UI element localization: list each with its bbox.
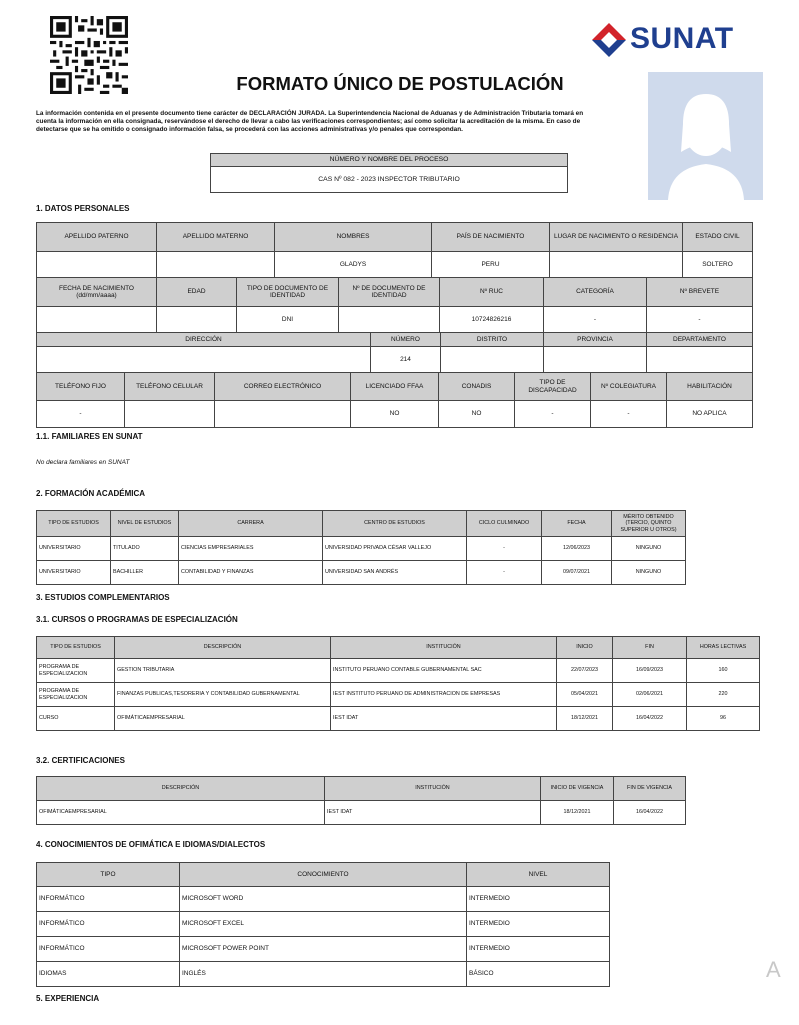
value-telefono-fijo: - (37, 401, 125, 428)
value-provincia (544, 347, 647, 373)
value-ruc: 10724826216 (440, 307, 544, 333)
academic-cell: BACHILLER (111, 561, 179, 585)
value-fecha-nacimiento (37, 307, 157, 333)
header-lugar-nacimiento: LUGAR DE NACIMIENTO O RESIDENCIA (550, 223, 683, 252)
certifications-cell: 18/12/2021 (541, 801, 614, 825)
knowledge-cell: INTERMEDIO (467, 887, 610, 912)
table-row (37, 937, 610, 962)
header-tipo-documento: TIPO DE DOCUMENTO DE IDENTIDAD (237, 278, 339, 307)
value-nombres: GLADYS (275, 252, 432, 278)
courses-header: INSTITUCIÓN (331, 637, 557, 659)
academic-cell: TITULADO (111, 537, 179, 561)
value-edad (157, 307, 237, 333)
courses-cell: 22/07/2023 (557, 659, 613, 683)
header-direccion: DIRECCIÓN (37, 333, 371, 347)
value-lugar-nacimiento (550, 252, 683, 278)
avatar-silhouette-icon (648, 72, 763, 200)
value-apellido-materno (157, 252, 275, 278)
table-row (37, 887, 610, 912)
certifications-header: INICIO DE VIGENCIA (541, 777, 614, 801)
table-row (37, 683, 760, 707)
table-row (37, 801, 686, 825)
courses-cell: 160 (687, 659, 760, 683)
academic-cell: UNIVERSIDAD PRIVADA CÉSAR VALLEJO (323, 537, 467, 561)
certifications-header: INSTITUCIÓN (325, 777, 541, 801)
courses-table (36, 636, 760, 731)
academic-cell: 12/06/2023 (542, 537, 612, 561)
academic-header: CARRERA (179, 511, 323, 537)
header-numero: NÚMERO (371, 333, 441, 347)
header-nombres: NOMBRES (275, 223, 432, 252)
courses-cell: 05/04/2021 (557, 683, 613, 707)
academic-header: TIPO DE ESTUDIOS (37, 511, 111, 537)
courses-header: HORAS LECTIVAS (687, 637, 760, 659)
personal-data-table (36, 222, 753, 278)
header-distrito: DISTRITO (441, 333, 544, 347)
table-row (37, 912, 610, 937)
academic-cell: - (467, 561, 542, 585)
header-brevete: Nº BREVETE (647, 278, 753, 307)
section-complementary-heading: 3. ESTUDIOS COMPLEMENTARIOS (36, 593, 170, 602)
value-direccion (37, 347, 371, 373)
scroll-letter-hint: A (766, 957, 781, 982)
courses-cell: OFIMÁTICAEMPRESARIAL (115, 707, 331, 731)
value-estado-civil: SOLTERO (683, 252, 753, 278)
academic-cell: NINGUNO (612, 537, 686, 561)
academic-cell: UNIVERSITARIO (37, 537, 111, 561)
knowledge-cell: INFORMÁTICO (37, 912, 180, 937)
value-pais-nacimiento: PERU (432, 252, 550, 278)
header-departamento: DEPARTAMENTO (647, 333, 753, 347)
knowledge-cell: INGLÉS (180, 962, 467, 987)
academic-cell: CIENCIAS EMPRESARIALES (179, 537, 323, 561)
table-row (37, 561, 686, 585)
certifications-header: DESCRIPCIÓN (37, 777, 325, 801)
table-row (37, 707, 760, 731)
value-habilitacion: NO APLICA (667, 401, 753, 428)
header-correo: CORREO ELECTRÓNICO (215, 373, 351, 401)
certifications-table (36, 776, 686, 825)
header-categoria: CATEGORÍA (544, 278, 647, 307)
courses-cell: FINANZAS PUBLICAS,TESORERIA Y CONTABILIDAD GUBERNAMENTAL (115, 683, 331, 707)
courses-cell: 220 (687, 683, 760, 707)
academic-header: FECHA (542, 511, 612, 537)
header-provincia: PROVINCIA (544, 333, 647, 347)
value-conadis: NO (439, 401, 515, 428)
table-row (37, 537, 686, 561)
academic-table (36, 510, 686, 585)
value-distrito (441, 347, 544, 373)
process-label: NÚMERO Y NOMBRE DEL PROCESO (211, 154, 568, 167)
certifications-cell: 16/04/2022 (614, 801, 686, 825)
section-personal-data-heading: 1. DATOS PERSONALES (36, 204, 130, 213)
courses-cell: 96 (687, 707, 760, 731)
value-telefono-celular (125, 401, 215, 428)
knowledge-cell: IDIOMAS (37, 962, 180, 987)
courses-cell: INSTITUTO PERUANO CONTABLE GUBERNAMENTAL SAC (331, 659, 557, 683)
certifications-cell: IEST IDAT (325, 801, 541, 825)
header-telefono-celular: TELÉFONO CELULAR (125, 373, 215, 401)
qr-code (50, 16, 128, 94)
knowledge-header: CONOCIMIENTO (180, 863, 467, 887)
academic-cell: NINGUNO (612, 561, 686, 585)
applicant-photo (648, 72, 763, 200)
academic-header: CICLO CULMINADO (467, 511, 542, 537)
process-value: CAS Nº 082 - 2023 INSPECTOR TRIBUTARIO (211, 167, 568, 193)
value-tipo-discapacidad: - (515, 401, 591, 428)
section-experience-heading: 5. EXPERIENCIA (36, 994, 100, 1003)
header-apellido-paterno: APELLIDO PATERNO (37, 223, 157, 252)
academic-cell: - (467, 537, 542, 561)
knowledge-cell: INFORMÁTICO (37, 887, 180, 912)
header-numero-documento: Nº DE DOCUMENTO DE IDENTIDAD (339, 278, 440, 307)
certifications-cell: OFIMÁTICAEMPRESARIAL (37, 801, 325, 825)
knowledge-cell: MICROSOFT WORD (180, 887, 467, 912)
header-edad: EDAD (157, 278, 237, 307)
header-conadis: CONADIS (439, 373, 515, 401)
header-estado-civil: ESTADO CIVIL (683, 223, 753, 252)
academic-cell: CONTABILIDAD Y FINANZAS (179, 561, 323, 585)
courses-header: TIPO DE ESTUDIOS (37, 637, 115, 659)
table-row (37, 962, 610, 987)
value-departamento (647, 347, 753, 373)
section-certifications-heading: 3.2. CERTIFICACIONES (36, 756, 125, 765)
knowledge-cell: INTERMEDIO (467, 912, 610, 937)
section-academic-heading: 2. FORMACIÓN ACADÉMICA (36, 489, 146, 498)
value-colegiatura: - (591, 401, 667, 428)
personal-data-table-2 (36, 277, 753, 333)
header-habilitacion: HABILITACIÓN (667, 373, 753, 401)
sworn-statement-disclaimer: La información contenida en el presente documento tiene carácter de DECLARACIÓN JURADA. La Superintendencia Nacional de Aduanas y de Administración Tributaria tomará en cuenta la información en ella consignada, reservándose el derecho de llevar a cabo las verificaciones correspondientes; así como solicitar la acreditación de la misma. En caso de detectarse que se ha omitido o consignado información falsa, se procederá con las acciones administrativas y/o penales que correspondan. (36, 110, 584, 134)
knowledge-cell: MICROSOFT POWER POINT (180, 937, 467, 962)
sunat-logo-icon (590, 21, 628, 59)
courses-cell: IEST INSTITUTO PERUANO DE ADMINISTRACION DE EMPRESAS (331, 683, 557, 707)
page-title: FORMATO ÚNICO DE POSTULACIÓN (236, 73, 564, 94)
sunat-logo (590, 18, 760, 62)
knowledge-header: TIPO (37, 863, 180, 887)
header-apellido-materno: APELLIDO MATERNO (157, 223, 275, 252)
courses-cell: CURSO (37, 707, 115, 731)
value-brevete: - (647, 307, 753, 333)
header-licenciado-ffaa: LICENCIADO FFAA (351, 373, 439, 401)
qr-code-graphic (50, 16, 128, 94)
value-tipo-documento: DNI (237, 307, 339, 333)
value-numero: 214 (371, 347, 441, 373)
value-apellido-paterno (37, 252, 157, 278)
address-table (36, 332, 753, 373)
courses-header: DESCRIPCIÓN (115, 637, 331, 659)
header-fecha-nacimiento: FECHA DE NACIMIENTO (dd/mm/aaaa) (37, 278, 157, 307)
header-colegiatura: Nº COLEGIATURA (591, 373, 667, 401)
header-tipo-discapacidad: TIPO DE DISCAPACIDAD (515, 373, 591, 401)
knowledge-header: NIVEL (467, 863, 610, 887)
academic-header: MÉRITO OBTENIDO (TERCIO, QUINTO SUPERIOR U OTROS) (612, 511, 686, 537)
courses-cell: IEST IDAT (331, 707, 557, 731)
value-licenciado-ffaa: NO (351, 401, 439, 428)
header-telefono-fijo: TELÉFONO FIJO (37, 373, 125, 401)
knowledge-cell: MICROSOFT EXCEL (180, 912, 467, 937)
courses-cell: 02/06/2021 (613, 683, 687, 707)
academic-cell: UNIVERSITARIO (37, 561, 111, 585)
contact-table (36, 372, 753, 428)
certifications-header: FIN DE VIGENCIA (614, 777, 686, 801)
courses-cell: PROGRAMA DE ESPECIALIZACION (37, 659, 115, 683)
section-courses-heading: 3.1. CURSOS O PROGRAMAS DE ESPECIALIZACIÓN (36, 615, 238, 624)
value-categoria: - (544, 307, 647, 333)
knowledge-cell: INFORMÁTICO (37, 937, 180, 962)
process-table (210, 153, 568, 193)
academic-header: NIVEL DE ESTUDIOS (111, 511, 179, 537)
courses-cell: 16/04/2022 (613, 707, 687, 731)
family-note: No declara familiares en SUNAT (36, 459, 130, 466)
courses-cell: 16/09/2023 (613, 659, 687, 683)
academic-header: CENTRO DE ESTUDIOS (323, 511, 467, 537)
value-numero-documento (339, 307, 440, 333)
academic-cell: 09/07/2021 (542, 561, 612, 585)
academic-cell: UNIVERSIDAD SAN ANDRÉS (323, 561, 467, 585)
header-ruc: Nº RUC (440, 278, 544, 307)
courses-cell: PROGRAMA DE ESPECIALIZACION (37, 683, 115, 707)
knowledge-table (36, 862, 610, 987)
knowledge-cell: BÁSICO (467, 962, 610, 987)
header-pais-nacimiento: PAÍS DE NACIMIENTO (432, 223, 550, 252)
sunat-logo-text: SUNAT (630, 22, 734, 55)
section-family-heading: 1.1. FAMILIARES EN SUNAT (36, 432, 143, 441)
value-correo (215, 401, 351, 428)
table-row (37, 659, 760, 683)
courses-cell: GESTION TRIBUTARIA (115, 659, 331, 683)
courses-cell: 18/12/2021 (557, 707, 613, 731)
courses-header: INICIO (557, 637, 613, 659)
section-knowledge-heading: 4. CONOCIMIENTOS DE OFIMÁTICA E IDIOMAS/DIALECTOS (36, 840, 266, 849)
knowledge-cell: INTERMEDIO (467, 937, 610, 962)
courses-header: FIN (613, 637, 687, 659)
